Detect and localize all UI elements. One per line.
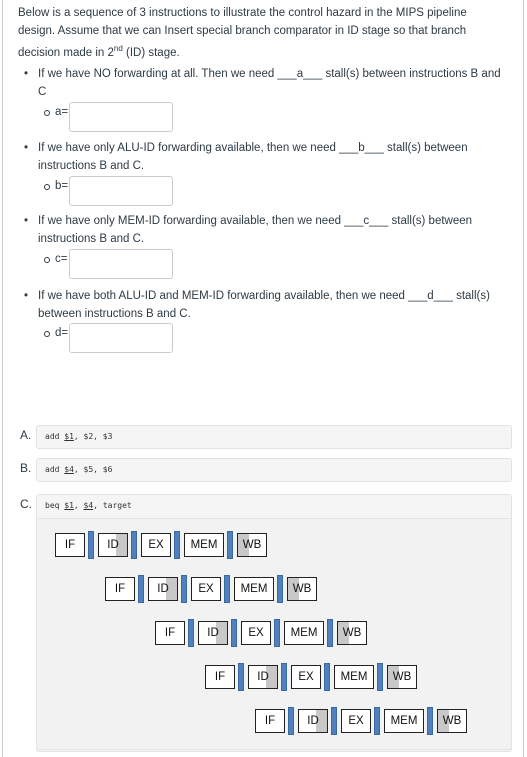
bullet-icon: • xyxy=(24,142,29,154)
bullet-icon: • xyxy=(24,68,29,80)
source-register-2: $4 xyxy=(83,501,94,510)
pipeline-register xyxy=(131,531,137,559)
answer-b-input[interactable] xyxy=(69,176,173,206)
pipeline-register xyxy=(227,531,233,559)
stage-mem xyxy=(284,621,324,645)
stage-id xyxy=(298,709,328,733)
answer-d xyxy=(44,323,174,353)
stage-id xyxy=(148,577,178,601)
instruction-b-code xyxy=(45,465,112,474)
stage-label: ID xyxy=(157,583,169,595)
stage-id xyxy=(248,665,278,689)
stage-label: IF xyxy=(164,627,176,639)
stage-wb xyxy=(237,533,267,557)
pipeline-register xyxy=(274,619,280,647)
instruction-b-letter: B. xyxy=(20,461,32,475)
stage-mem xyxy=(234,577,274,601)
intro-line-1: Below is a sequence of 3 instructions to illustrate the control hazard in the MIPS pipeline xyxy=(18,7,467,19)
stage-ex xyxy=(341,709,371,733)
pipeline-diagram xyxy=(36,518,512,750)
circle-bullet-icon xyxy=(44,110,50,116)
pipeline-register xyxy=(281,663,287,691)
stage-label: WB xyxy=(342,627,362,639)
stage-ex xyxy=(191,577,221,601)
bullet-icon: • xyxy=(24,290,29,302)
opcode: add xyxy=(45,432,65,441)
answer-c xyxy=(44,249,174,279)
stage-label: ID xyxy=(257,671,269,683)
answer-d-input[interactable] xyxy=(69,323,173,353)
stage-if xyxy=(205,665,235,689)
dest-register: $4 xyxy=(64,465,74,474)
stage-if xyxy=(155,621,185,645)
stage-wb xyxy=(337,621,367,645)
instruction-a-letter: A. xyxy=(20,428,32,442)
question-b-line-2: instructions B and C. xyxy=(38,160,145,172)
answer-c-input[interactable] xyxy=(69,249,173,279)
pipeline-register xyxy=(88,531,94,559)
stage-wb xyxy=(287,577,317,601)
stage-wb xyxy=(387,665,417,689)
circle-bullet-icon xyxy=(44,257,50,263)
bullet-icon: • xyxy=(24,215,29,227)
stage-label: IF xyxy=(64,539,76,551)
pipeline-register xyxy=(181,575,187,603)
separator: , xyxy=(73,501,84,510)
stage-label: MEM xyxy=(290,627,318,639)
stage-label: IF xyxy=(114,583,126,595)
pipeline-register xyxy=(427,707,433,735)
stage-label: WB xyxy=(292,583,312,595)
stage-label: ID xyxy=(207,627,219,639)
opcode: beq xyxy=(45,501,65,510)
question-c-line-2: instructions B and C. xyxy=(38,233,145,245)
pipeline-register xyxy=(288,707,294,735)
opcode: add xyxy=(45,465,65,474)
stage-ex xyxy=(141,533,171,557)
stage-label: EX xyxy=(148,539,164,551)
stage-label: MEM xyxy=(240,583,268,595)
pipeline-register xyxy=(277,575,283,603)
stage-label: ID xyxy=(307,715,319,727)
question-a-line-2: C xyxy=(38,86,47,98)
question-c xyxy=(24,212,514,248)
intro-line-2: design. Assume that we can Insert special branch comparator in ID stage so that branch xyxy=(18,25,467,37)
question-a-line-1: If we have NO forwarding at all. Then we need ___a___ stall(s) between instructions B and xyxy=(38,68,501,80)
stage-if xyxy=(255,709,285,733)
stage-label: MEM xyxy=(390,715,418,727)
pipeline-register xyxy=(327,619,333,647)
pipeline-register xyxy=(188,619,194,647)
superscript-nd: nd xyxy=(113,44,123,53)
pipeline-register xyxy=(377,663,383,691)
answer-a xyxy=(44,102,174,132)
intro-line-3: decision made in 2 xyxy=(18,46,114,59)
stage-label: WB xyxy=(392,671,412,683)
instruction-c-code xyxy=(45,501,132,510)
question-d-line-1: If we have both ALU-ID and MEM-ID forwarding available, then we need ___d___ stall(s) xyxy=(38,290,490,302)
stage-label: EX xyxy=(198,583,214,595)
stage-label: ID xyxy=(107,539,119,551)
stage-if xyxy=(105,577,135,601)
operands: , target xyxy=(93,501,132,510)
code-block xyxy=(36,425,512,449)
code-block xyxy=(36,458,512,482)
answer-c-label: c= xyxy=(55,253,68,265)
pipeline-register xyxy=(331,707,337,735)
answer-a-label: a= xyxy=(55,106,69,118)
operands: , $2, $3 xyxy=(73,432,113,441)
instruction-a-code xyxy=(45,432,112,441)
dest-register: $1 xyxy=(64,432,74,441)
pipeline-register xyxy=(231,619,237,647)
stage-mem xyxy=(334,665,374,689)
pipeline-register xyxy=(238,663,244,691)
stage-id xyxy=(98,533,128,557)
question-b xyxy=(24,139,514,175)
stage-label: MEM xyxy=(340,671,368,683)
stage-id xyxy=(198,621,228,645)
stage-label: WB xyxy=(242,539,262,551)
question-b-line-1: If we have only ALU-ID forwarding available, then we need ___b___ stall(s) between xyxy=(38,142,468,154)
question-d xyxy=(24,287,514,323)
instruction-c-letter: C. xyxy=(20,497,32,511)
stage-label: MEM xyxy=(190,539,218,551)
pipeline-register xyxy=(324,663,330,691)
stage-label: WB xyxy=(442,715,462,727)
pipeline-register xyxy=(374,707,380,735)
circle-bullet-icon xyxy=(44,184,50,190)
pipeline-register xyxy=(174,531,180,559)
question-d-line-2: between instructions B and C. xyxy=(38,308,191,320)
operands: , $5, $6 xyxy=(73,465,113,474)
source-register-1: $1 xyxy=(64,501,74,510)
stage-wb xyxy=(437,709,467,733)
pipeline-register xyxy=(138,575,144,603)
stage-label: EX xyxy=(248,627,264,639)
stage-mem xyxy=(184,533,224,557)
question-c-line-1: If we have only MEM-ID forwarding available, then we need ___c___ stall(s) between xyxy=(38,215,473,227)
circle-bullet-icon xyxy=(44,331,50,337)
answer-b-label: b= xyxy=(55,180,69,192)
stage-label: EX xyxy=(348,715,364,727)
pipeline-register xyxy=(224,575,230,603)
answer-a-input[interactable] xyxy=(69,102,173,132)
question-intro xyxy=(18,4,513,62)
stage-ex xyxy=(241,621,271,645)
answer-b xyxy=(44,176,174,206)
stage-if xyxy=(55,533,85,557)
intro-line-3-end: (ID) stage. xyxy=(122,46,180,59)
question-a xyxy=(24,65,514,101)
answer-d-label: d= xyxy=(55,327,69,339)
stage-mem xyxy=(384,709,424,733)
stage-label: IF xyxy=(264,715,276,727)
stage-label: IF xyxy=(214,671,226,683)
stage-ex xyxy=(291,665,321,689)
stage-label: EX xyxy=(298,671,314,683)
